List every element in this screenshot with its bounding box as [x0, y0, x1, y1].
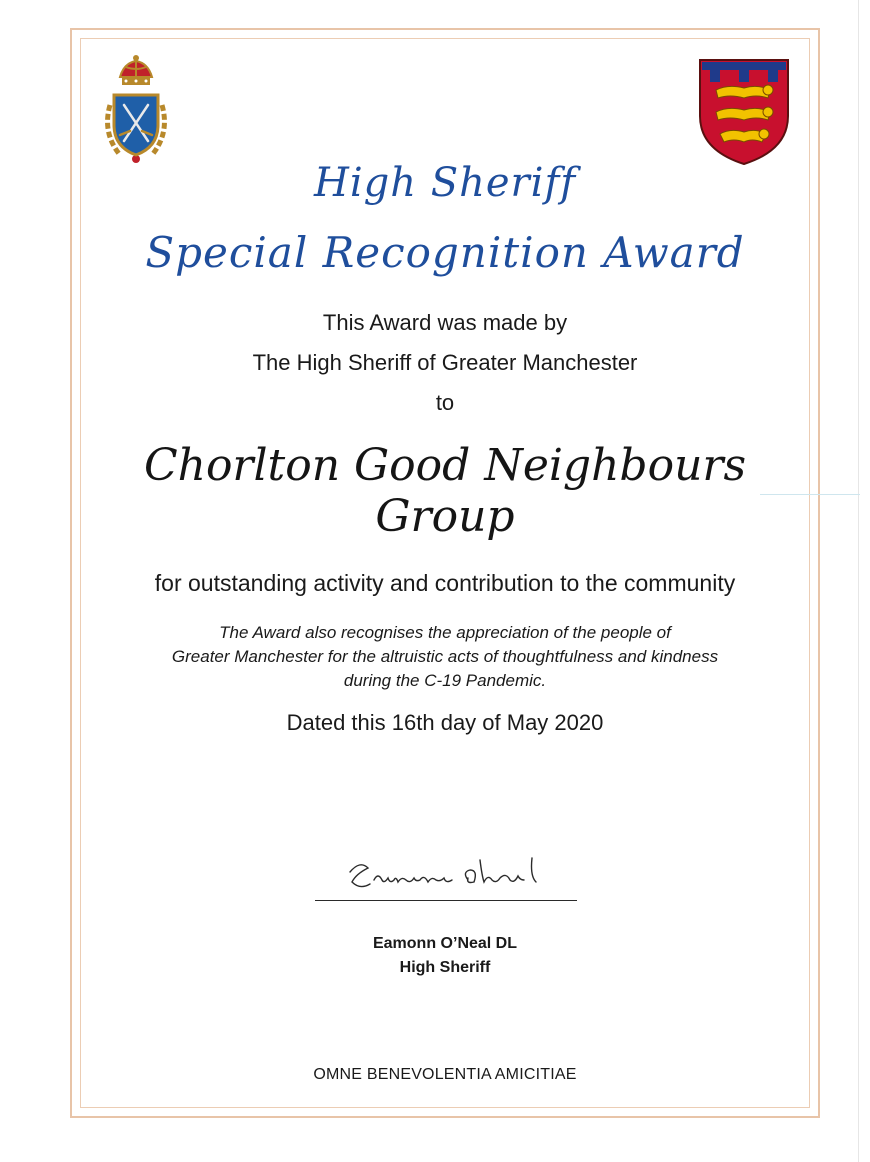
signer-name: Eamonn O’Neal DL [372, 935, 518, 952]
signer-title: High Sheriff [399, 959, 491, 976]
label-bar-icon [702, 62, 786, 82]
made-by-text: This Award was made by [322, 310, 568, 335]
sheriff-of-text: The High Sheriff of Greater Manchester [252, 350, 638, 375]
award-title-line1: High Sheriff [313, 160, 577, 206]
three-lions-shield-icon [698, 58, 790, 166]
signer-block [80, 932, 810, 980]
award-title-line2: Special Recognition Award [145, 228, 745, 277]
lion-icon [716, 85, 773, 142]
outstanding-text: for outstanding activity and contribution to the community [154, 570, 736, 596]
crowned-swords-badge-icon [100, 55, 172, 167]
note-line: The Award also recognises the appreciation of the people of [219, 623, 671, 642]
signature-line [315, 900, 577, 901]
crown-icon [120, 55, 152, 85]
handwritten-signature [340, 850, 560, 900]
to-text: to [435, 390, 455, 415]
appreciation-note [80, 621, 810, 693]
motto-text: OMNE BENEVOLENTIA AMICITIAE [313, 1066, 577, 1083]
scan-edge-line [858, 0, 859, 1162]
note-line: Greater Manchester for the altruistic acts of thoughtfulness and kindness [171, 647, 719, 666]
note-line: during the C-19 Pandemic. [343, 671, 547, 690]
dated-text: Dated this 16th day of May 2020 [286, 710, 604, 735]
recipient-name: Chorlton Good Neighbours Group [143, 440, 747, 542]
